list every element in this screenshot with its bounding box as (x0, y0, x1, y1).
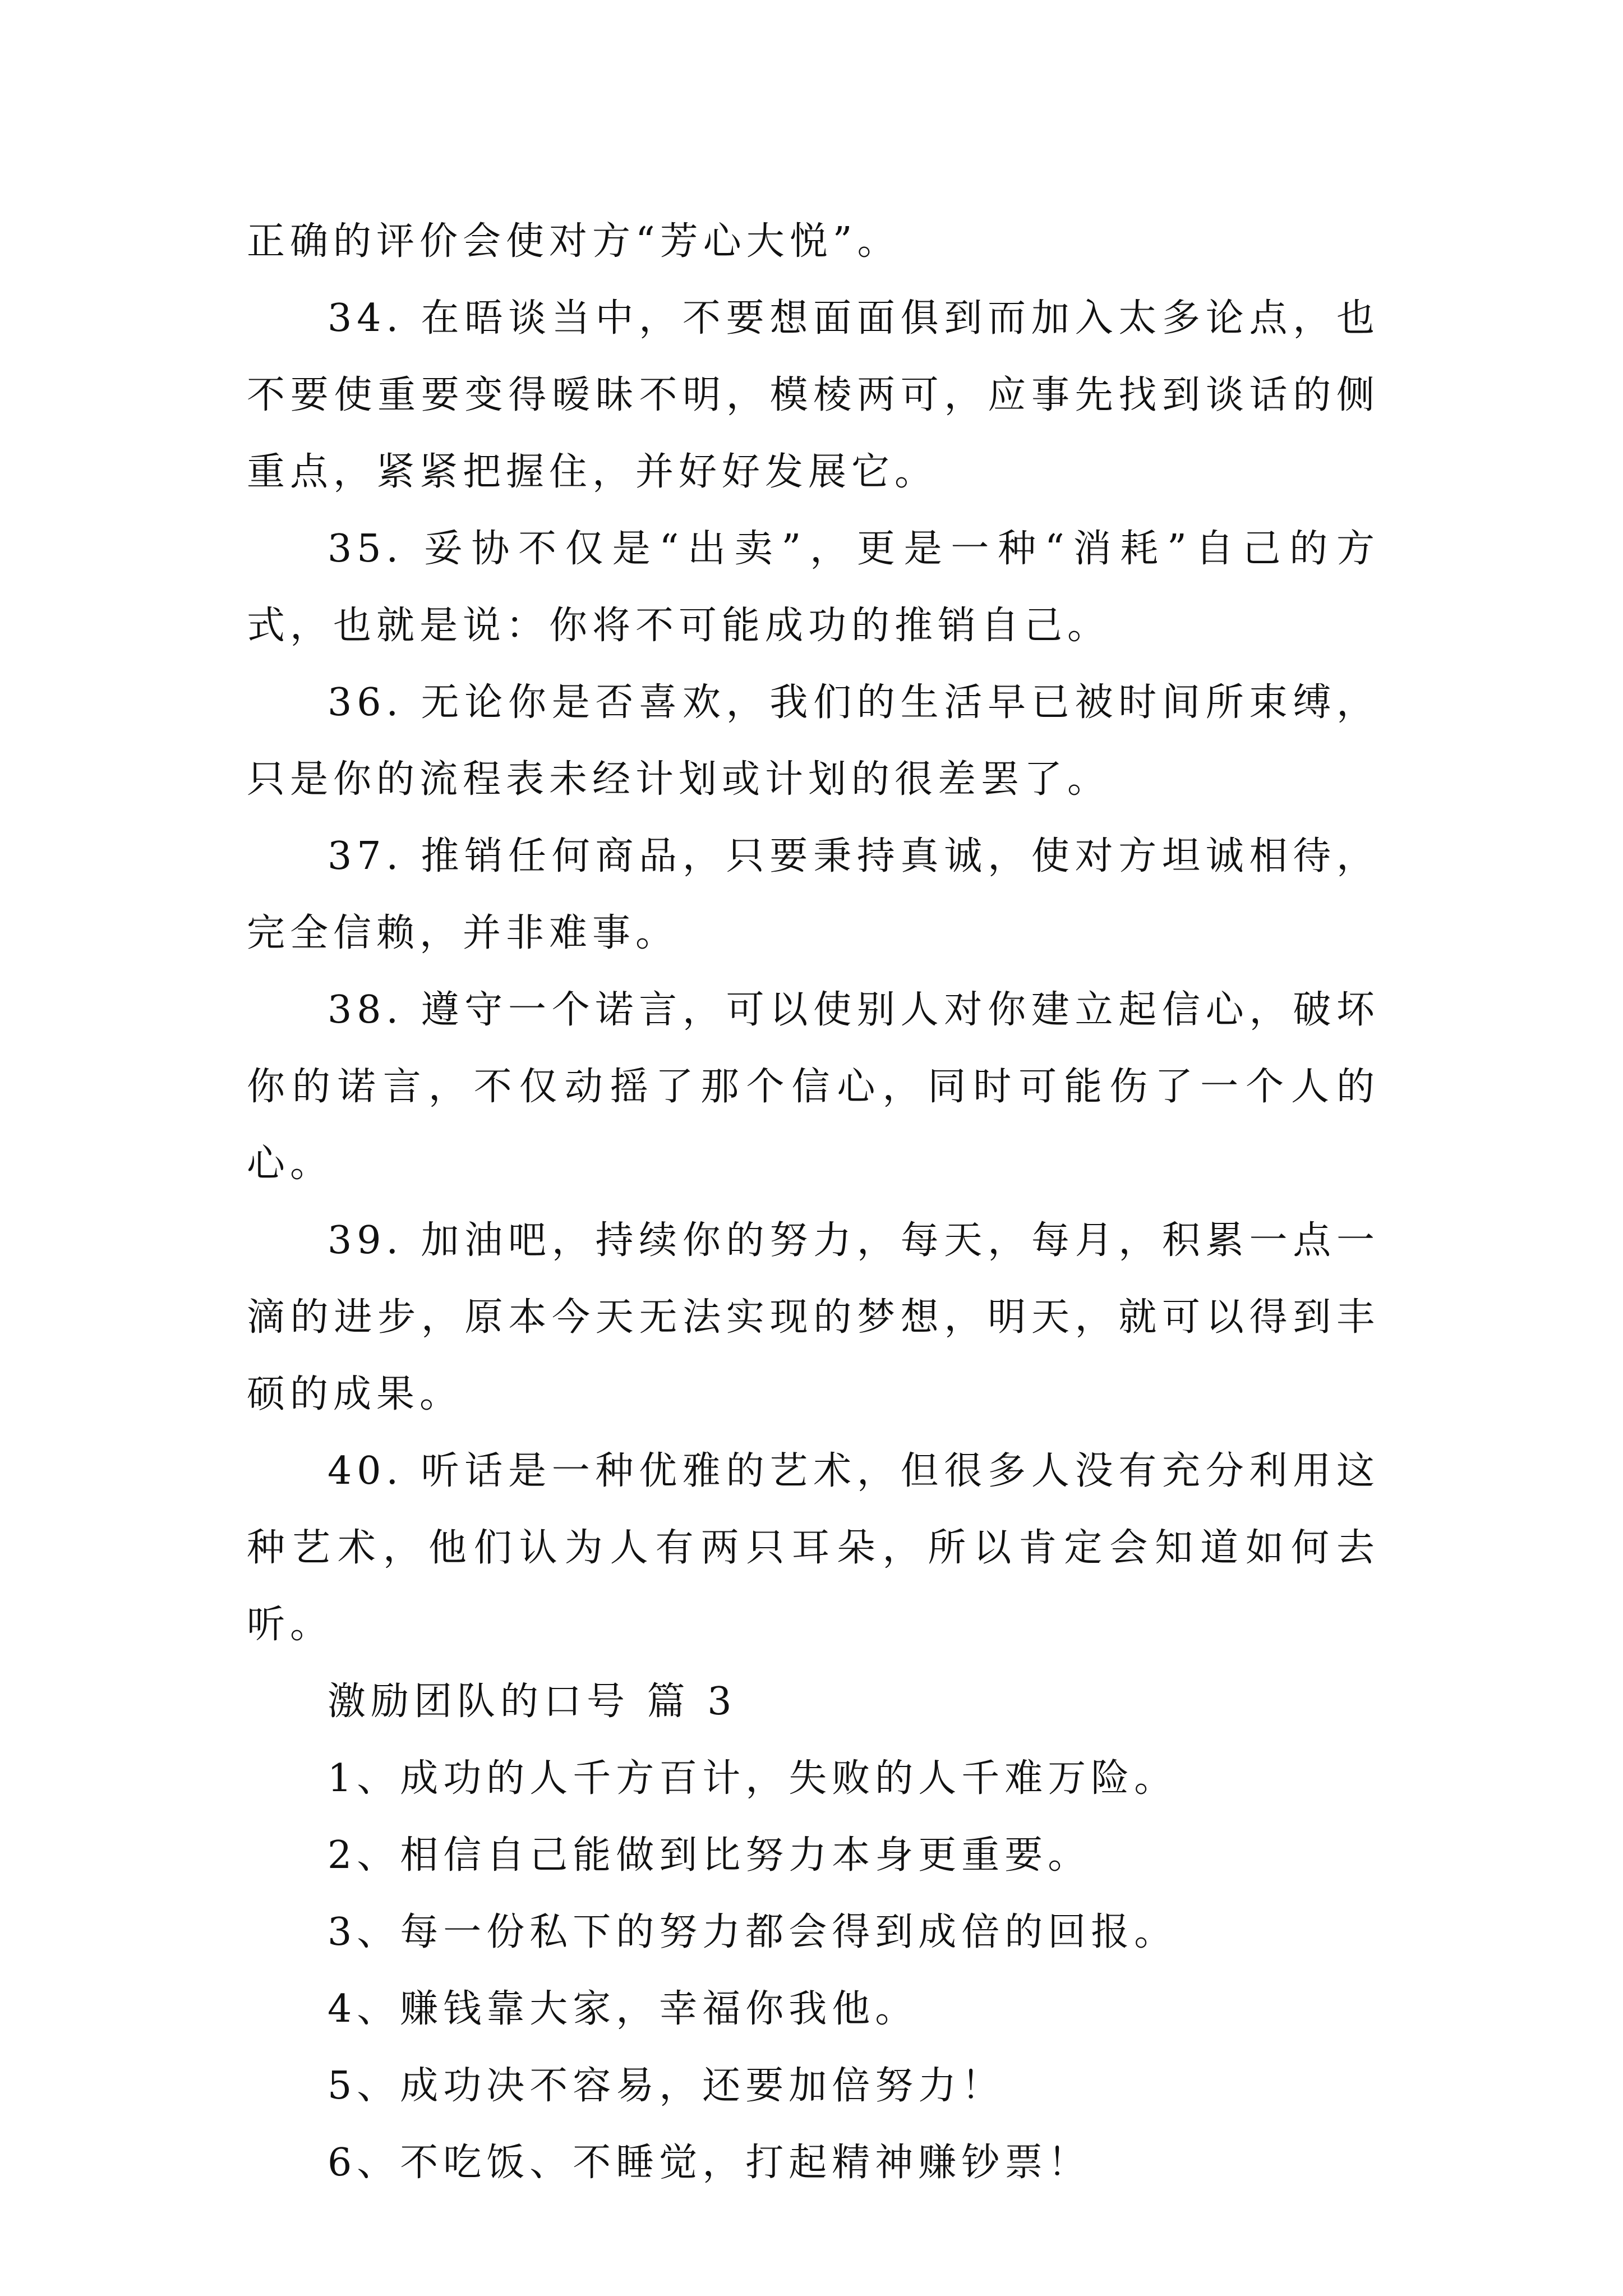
slogan-item-4: 4、赚钱靠大家，幸福你我他。 (328, 1987, 919, 2031)
paragraph-36: 36. 无论你是否喜欢，我们的生活早已被时间所束缚，只是你的流程表未经计划或计划的很差罢了。 (247, 680, 1380, 802)
paragraph-40: 40. 听话是一种优雅的艺术，但很多人没有充分利用这种艺术，他们认为人有两只耳朵，所以肯定会知道如何去听。 (247, 1449, 1380, 1647)
slogan-item-3: 3、每一份私下的努力都会得到成倍的回报。 (328, 1910, 1178, 1954)
slogan-item-2: 2、相信自己能做到比努力本身更重要。 (328, 1833, 1091, 1878)
slogan-item-6: 6、不吃饭、不睡觉，打起精神赚钞票！ (328, 2141, 1091, 2185)
slogan-item-5: 5、成功决不容易，还要加倍努力！ (328, 2064, 1005, 2108)
paragraph-continuation: 正确的评价会使对方“芳心大悦”。 (247, 219, 901, 264)
paragraph-39: 39. 加油吧，持续你的努力，每天，每月，积累一点一滴的进步，原本今天无法实现的梦想，明天，就可以得到丰硕的成果。 (247, 1218, 1380, 1416)
document-body (247, 203, 1380, 2201)
slogan-item-1: 1、成功的人千方百计，失败的人千难万险。 (328, 1756, 1178, 1801)
paragraph-38: 38. 遵守一个诺言，可以使别人对你建立起信心，破坏你的诺言，不仅动摇了那个信心，同时可能伤了一个人的心。 (247, 988, 1380, 1186)
paragraph-34: 34. 在晤谈当中，不要想面面俱到而加入太多论点，也不要使重要变得暧昧不明，模棱两可，应事先找到谈话的侧重点，紧紧把握住，并好好发展它。 (247, 296, 1380, 494)
section-heading: 激励团队的口号 篇 3 (328, 1680, 737, 1724)
paragraph-35: 35. 妥协不仅是“出卖”，更是一种“消耗”自己的方式，也就是说：你将不可能成功的推销自己。 (247, 527, 1380, 648)
paragraph-37: 37. 推销任何商品，只要秉持真诚，使对方坦诚相待，完全信赖，并非难事。 (247, 834, 1380, 955)
